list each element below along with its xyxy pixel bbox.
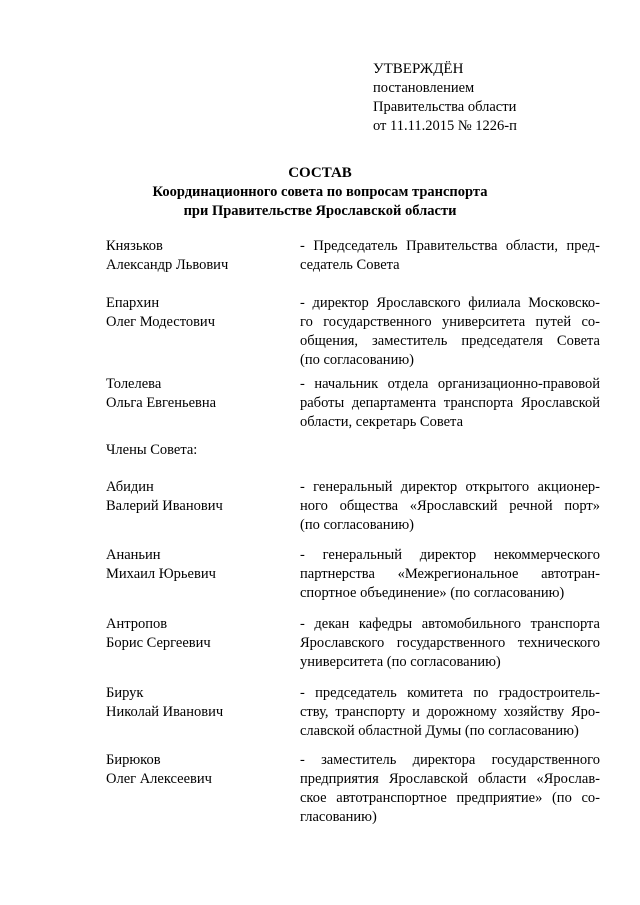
approval-line-1: постановлением [373,80,475,96]
role-line: - начальник отдела организационно-правовой [300,376,600,392]
role-line: славской областной Думы (по согласованию) [300,723,579,739]
person-given-name: Олег Алексеевич [106,771,212,787]
person-given-name: Олег Модестович [106,314,215,330]
role-line: работы департамента транспорта Ярославской [300,395,600,411]
approval-title: УТВЕРЖДЁН [373,61,464,77]
role-line: - декан кафедры автомобильного транспорта [300,616,600,632]
person-role [300,237,600,275]
person-role [300,294,600,370]
person-surname: Толелева [106,376,162,392]
person-role [300,751,600,827]
person-name [106,375,281,413]
person-role [300,546,600,603]
person-given-name: Михаил Юрьевич [106,566,216,582]
role-line: (по согласованию) [300,517,414,533]
members-label: Члены Совета: [106,442,198,458]
person-surname: Бирюков [106,752,161,768]
person-surname: Епархин [106,295,160,311]
person-surname: Князьков [106,238,163,254]
person-given-name: Борис Сергеевич [106,635,211,651]
role-line: гласованию) [300,809,377,825]
role-line: - председатель комитета по градостроитель- [300,685,600,701]
role-line: - заместитель директора государственного [300,752,600,768]
role-line: го государственного университета путей со- [300,314,600,330]
person-name [106,237,281,275]
person-name [106,546,281,584]
role-line: университета (по согласованию) [300,654,501,670]
approval-stamp [373,60,517,136]
role-line: ного общества «Ярославский речной порт» [300,498,600,514]
role-line: седатель Совета [300,257,400,273]
person-given-name: Ольга Евгеньевна [106,395,217,411]
person-surname: Антропов [106,616,168,632]
role-line: - Председатель Правительства области, пред- [300,238,600,254]
role-line: ству, транспорту и дорожному хозяйству Яро- [300,704,600,720]
person-role [300,375,600,432]
person-name [106,478,281,516]
role-line: - генеральный директор открытого акционер- [300,479,600,495]
role-line: ское автотранспортное предприятие» (по со- [300,790,600,806]
role-line: - генеральный директор некоммерческого [300,547,600,563]
role-line: партнерства «Межрегиональное автотран- [300,566,600,582]
person-name [106,684,281,722]
role-line: (по согласованию) [300,352,414,368]
role-line: - директор Ярославского филиала Московско- [300,295,600,311]
person-surname: Абидин [106,479,154,495]
role-line: общения, заместитель председателя Совета [300,333,600,349]
person-given-name: Валерий Иванович [106,498,223,514]
role-line: спортное объединение» (по согласованию) [300,585,565,601]
document-subtitle-1: Координационного совета по вопросам транспорта [152,184,488,200]
person-role [300,478,600,535]
person-given-name: Николай Иванович [106,704,224,720]
document-title: СОСТАВ [288,165,352,181]
person-surname: Ананьин [106,547,161,563]
approval-line-2: Правительства области [373,99,517,115]
person-name [106,294,281,332]
role-line: области, секретарь Совета [300,414,464,430]
person-given-name: Александр Львович [106,257,229,273]
person-name [106,615,281,653]
approval-line-3: от 11.11.2015 № 1226-п [373,118,517,134]
document-subtitle-2: при Правительстве Ярославской области [183,203,457,219]
person-surname: Бирук [106,685,144,701]
role-line: Ярославского государственного технического [300,635,600,651]
document-heading [0,164,640,221]
person-name [106,751,281,789]
role-line: предприятия Ярославской области «Ярослав- [300,771,600,787]
person-role [300,615,600,672]
person-role [300,684,600,741]
